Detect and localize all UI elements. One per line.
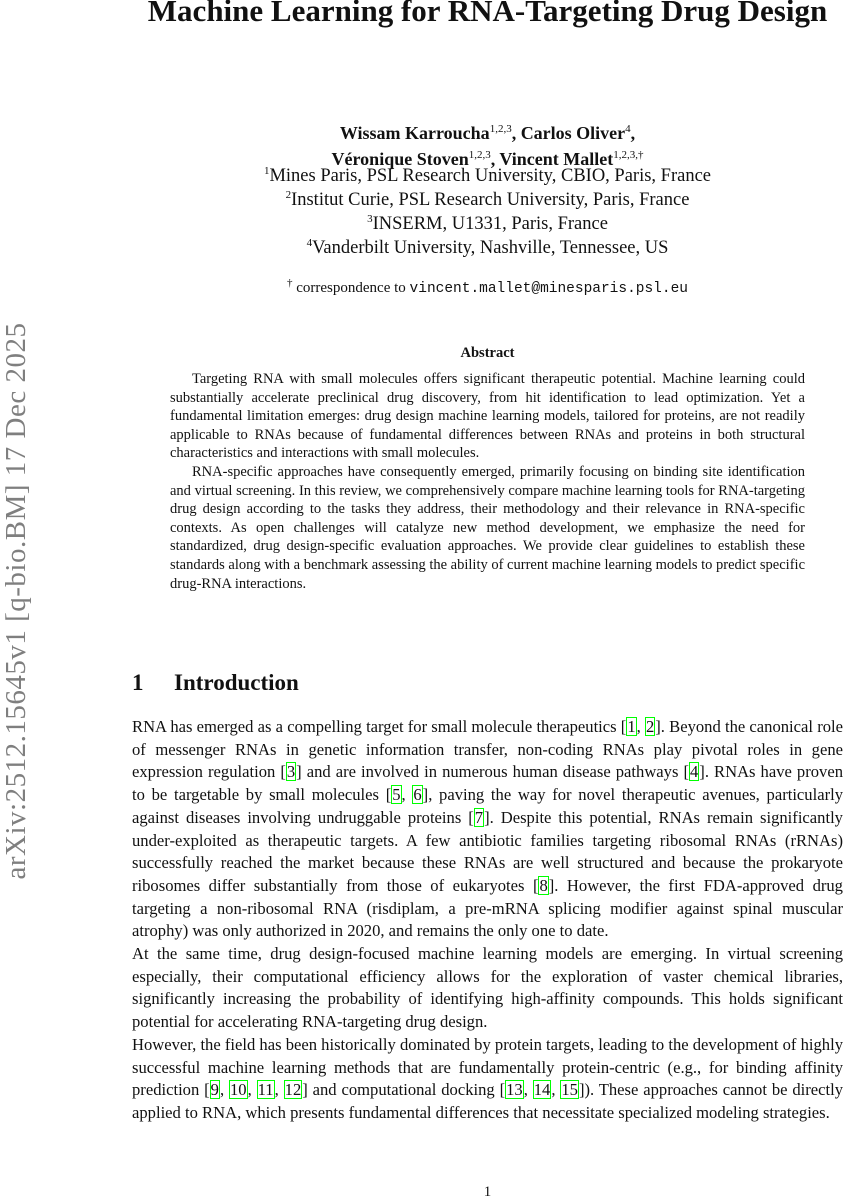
affiliation (132, 164, 843, 188)
introduction-body (132, 716, 843, 1125)
affiliation-mark: 3 (367, 212, 373, 225)
citation-link[interactable]: 5 (392, 785, 401, 805)
affiliation-list (132, 164, 843, 260)
correspondence-note (132, 277, 843, 297)
citation-link[interactable]: 6 (413, 785, 422, 805)
affiliation (132, 212, 843, 236)
body-text: ]). These approaches cannot be directly applied to RNA, which presents fundamental differences that necessitate specialized modeling strategies. (132, 1080, 843, 1122)
citation-link[interactable]: 14 (533, 1080, 551, 1100)
body-text: ] and are involved in numerous human disease pathways [ (296, 762, 689, 782)
page-number: 1 (483, 1184, 492, 1200)
body-text: , (247, 1080, 257, 1100)
dagger-mark: † (287, 277, 293, 289)
author-name: Véronique Stoven (331, 149, 469, 169)
body-text: ], paving the way for novel therapeutic avenues, particularly against diseases involving undruggable proteins [ (132, 785, 843, 827)
body-text: , (636, 717, 645, 736)
author-separator: , (490, 149, 500, 169)
author-separator: , (630, 123, 636, 143)
citation-link[interactable]: 15 (561, 1080, 578, 1100)
body-text: , (523, 1080, 533, 1100)
section-title: Introduction (174, 670, 299, 695)
citation-link[interactable]: 2 (645, 717, 655, 736)
affiliation (132, 236, 843, 260)
body-paragraph (132, 943, 843, 1034)
citation-link[interactable]: 11 (257, 1080, 274, 1100)
citation-link[interactable]: 13 (506, 1080, 523, 1100)
arxiv-identifier-stamp: arXiv:2512.15645v1 [q-bio.BM] 17 Dec 2025 (0, 322, 32, 880)
author-affiliation-marks: 1,2,3 (468, 149, 491, 161)
affiliation-mark: 4 (306, 236, 313, 249)
section-number: 1 (132, 670, 144, 695)
body-text: ]. However, the first FDA-approved drug targeting a non-ribosomal RNA (risdiplam, a pre-mRNA splicing modifier against spinal muscular atrophy) was only authorized in 2020, and remains the only one to date. (132, 875, 843, 941)
body-text: ] and computational docking [ (302, 1080, 506, 1100)
body-text: ]. RNAs have proven to be targetable by small molecules [ (132, 762, 843, 805)
abstract-paragraph: Targeting RNA with small molecules offers significant therapeutic potential. Machine learning could substantially accelerate preclinical drug discovery, from hit identification to lead optimization. Yet a fundamental limitation emerges: drug design machine learning models, tailored for proteins, are not readily applicable to RNAs because of fundamental differences between RNAs and proteins in both structural characteristics and interactions with small molecules. (170, 371, 805, 462)
citation-link[interactable]: 8 (539, 875, 548, 895)
affiliation-text: Institut Curie, PSL Research University, Paris, France (291, 190, 690, 210)
body-text: However, the field has been historically dominated by protein targets, leading to the development of highly successful machine learning methods that are fundamentally protein-centric (e.g., for binding affinity prediction [ (132, 1034, 843, 1100)
correspondence-email[interactable]: vincent.mallet@minesparis.psl.eu (409, 281, 688, 297)
body-paragraph (132, 1034, 843, 1125)
citation-link[interactable]: 4 (690, 762, 699, 782)
affiliation-text: Mines Paris, PSL Research University, CBIO, Paris, France (269, 166, 712, 186)
affiliation (132, 188, 843, 212)
abstract-heading: Abstract (460, 345, 515, 361)
author-affiliation-marks: 1,2,3,† (613, 149, 644, 161)
body-text: , (219, 1080, 229, 1100)
author-separator: , (511, 123, 521, 143)
abstract (170, 370, 805, 593)
citation-link[interactable]: 7 (474, 807, 484, 827)
author-name: Wissam Karroucha (339, 123, 490, 143)
affiliation-mark: 1 (263, 164, 270, 177)
author-name: Vincent Mallet (499, 149, 614, 169)
citation-link[interactable]: 9 (210, 1080, 219, 1100)
affiliation-text: Vanderbilt University, Nashville, Tennessee, US (312, 238, 669, 258)
paper-title: Machine Learning for RNA-Targeting Drug Design (147, 0, 828, 28)
citation-link[interactable]: 1 (627, 717, 636, 736)
body-text: , (401, 785, 413, 805)
body-text: , (551, 1080, 561, 1100)
body-text: RNA has emerged as a compelling target for small molecule therapeutics [ (132, 717, 627, 736)
body-text: At the same time, drug design-focused machine learning models are emerging. In virtual screening especially, their computational efficiency allows for the exploration of vaster chemical libraries, significantly increasing the probability of identifying high-affinity compounds. This holds significant potential for accelerating RNA-targeting drug design. (132, 944, 843, 1032)
affiliation-text: INSERM, U1331, Paris, France (372, 214, 608, 234)
author-affiliation-marks: 4 (625, 123, 631, 135)
author-affiliation-marks: 1,2,3 (489, 123, 512, 135)
body-text: ]. Despite this potential, RNAs remain significantly under-exploited as therapeutic targets. A few antibiotic families targeting ribosomal RNAs (rRNAs) successfully reached the market because these RNAs are well structured and because the prokaryote ribosomes differ substantially from those of eukaryotes [ (132, 807, 843, 895)
citation-link[interactable]: 3 (286, 762, 296, 782)
section-heading-introduction (132, 670, 299, 696)
body-text: , (274, 1080, 284, 1100)
correspondence-label: correspondence to (292, 280, 410, 296)
abstract-paragraph: RNA-specific approaches have consequently emerged, primarily focusing on binding site identification and virtual screening. In this review, we comprehensively compare machine learning tools for RNA-targeting drug design according to the tasks they address, their methodology and their relevance in RNA-specific contexts. As open challenges will catalyze new method development, we emphasize the need for standardized, drug design-specific evaluation approaches. We provide clear guidelines to establish these standards along with a benchmark assessing the ability of current machine learning models to predict specific drug-RNA interactions. (170, 463, 805, 592)
body-text: ]. Beyond the canonical role of messenger RNAs in genetic information transfer, non-coding RNAs play pivotal roles in gene expression regulation [ (132, 717, 843, 782)
citation-link[interactable]: 10 (230, 1080, 247, 1100)
citation-link[interactable]: 12 (284, 1080, 302, 1100)
body-paragraph (132, 716, 843, 943)
affiliation-mark: 2 (285, 188, 292, 201)
author-name: Carlos Oliver (520, 123, 626, 143)
